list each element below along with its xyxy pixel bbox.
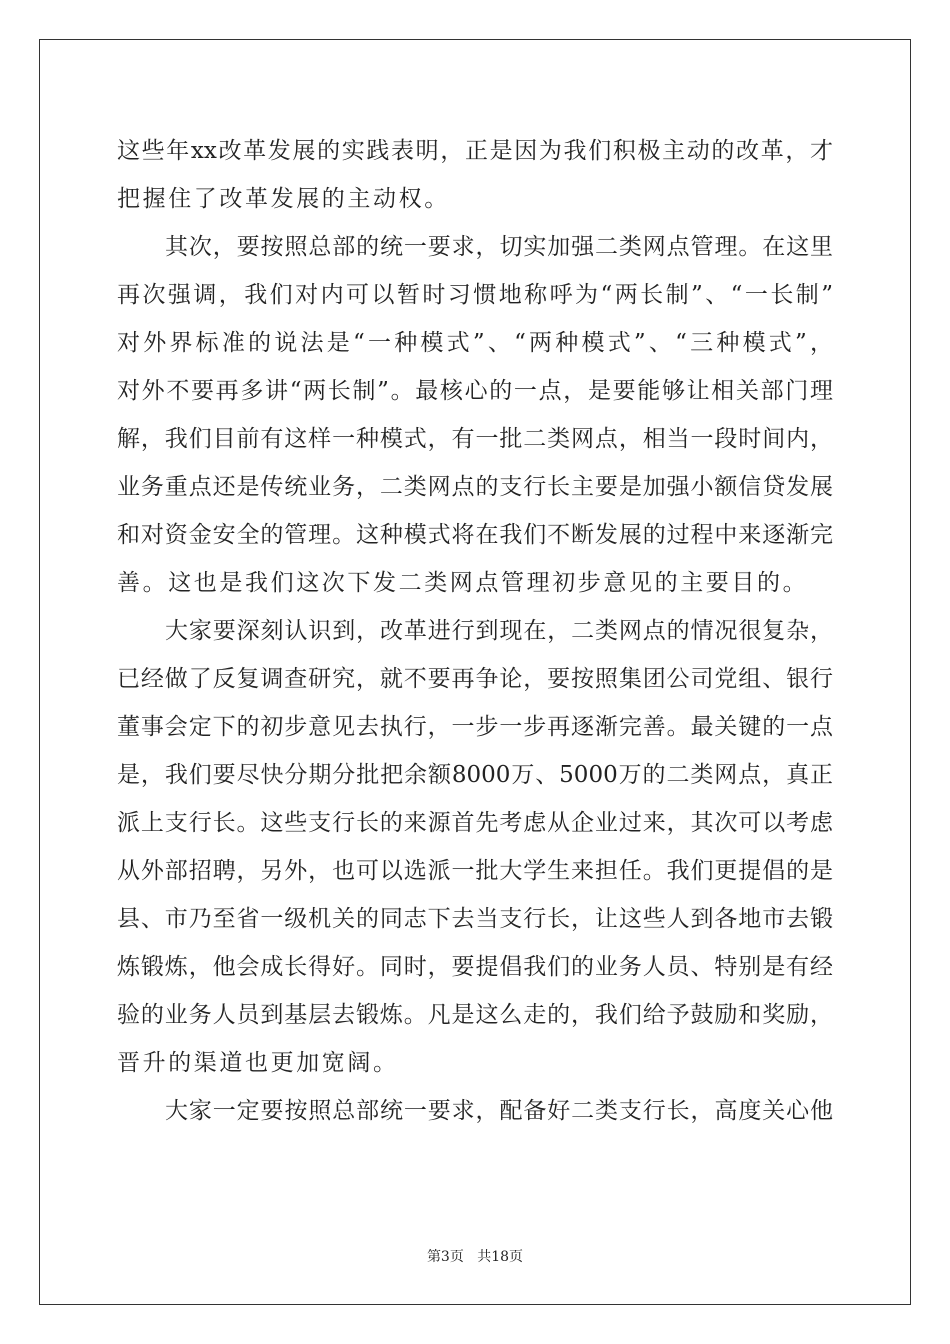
paragraph-line: 已经做了反复调查研究，就不要再争论，要按照集团公司党组、银行 [117,666,833,692]
paragraph-line: 其次，要按照总部的统一要求，切实加强二类网点管理。在这里 [165,234,833,260]
paragraph-line: 这些年xx改革发展的实践表明，正是因为我们积极主动的改革，才 [117,138,833,164]
paragraph-line: 大家要深刻认识到，改革进行到现在，二类网点的情况很复杂， [165,618,833,644]
paragraph-line: 炼锻炼，他会成长得好。同时，要提倡我们的业务人员、特别是有经 [117,954,833,980]
paragraph-line: 再次强调，我们对内可以暂时习惯地称呼为“两长制”、“一长制” [117,282,833,308]
paragraph-line: 晋升的渠道也更加宽阔。 [117,1050,399,1076]
document-body [117,127,833,1135]
paragraph-line: 大家一定要按照总部统一要求，配备好二类支行长，高度关心他 [165,1098,833,1124]
page-total: 共18页 [477,1249,524,1265]
paragraph-line: 是，我们要尽快分期分批把余额8000万、5000万的二类网点，真正 [117,762,833,788]
paragraph-line: 派上支行长。这些支行长的来源首先考虑从企业过来，其次可以考虑 [117,810,833,836]
paragraph-line: 和对资金安全的管理。这种模式将在我们不断发展的过程中来逐渐完 [117,522,833,548]
page-number: 第3页 [426,1249,464,1265]
page-footer [0,1246,950,1266]
paragraph-line: 善。这也是我们这次下发二类网点管理初步意见的主要目的。 [117,570,809,596]
paragraph-line: 县、市乃至省一级机关的同志下去当支行长，让这些人到各地市去锻 [117,906,833,932]
paragraph-line: 对外界标准的说法是“一种模式”、“两种模式”、“三种模式”， [117,330,833,356]
paragraph-line: 业务重点还是传统业务，二类网点的支行长主要是加强小额信贷发展 [117,474,833,500]
paragraph-line: 把握住了改革发展的主动权。 [117,186,450,212]
paragraph-line: 董事会定下的初步意见去执行，一步一步再逐渐完善。最关键的一点 [117,714,833,740]
paragraph-line: 验的业务人员到基层去锻炼。凡是这么走的，我们给予鼓励和奖励， [117,1002,833,1028]
paragraph-line: 对外不要再多讲“两长制”。最核心的一点，是要能够让相关部门理 [117,378,833,404]
paragraph-line: 从外部招聘，另外，也可以选派一批大学生来担任。我们更提倡的是 [117,858,833,884]
paragraph-line: 解，我们目前有这样一种模式，有一批二类网点，相当一段时间内， [117,426,833,452]
